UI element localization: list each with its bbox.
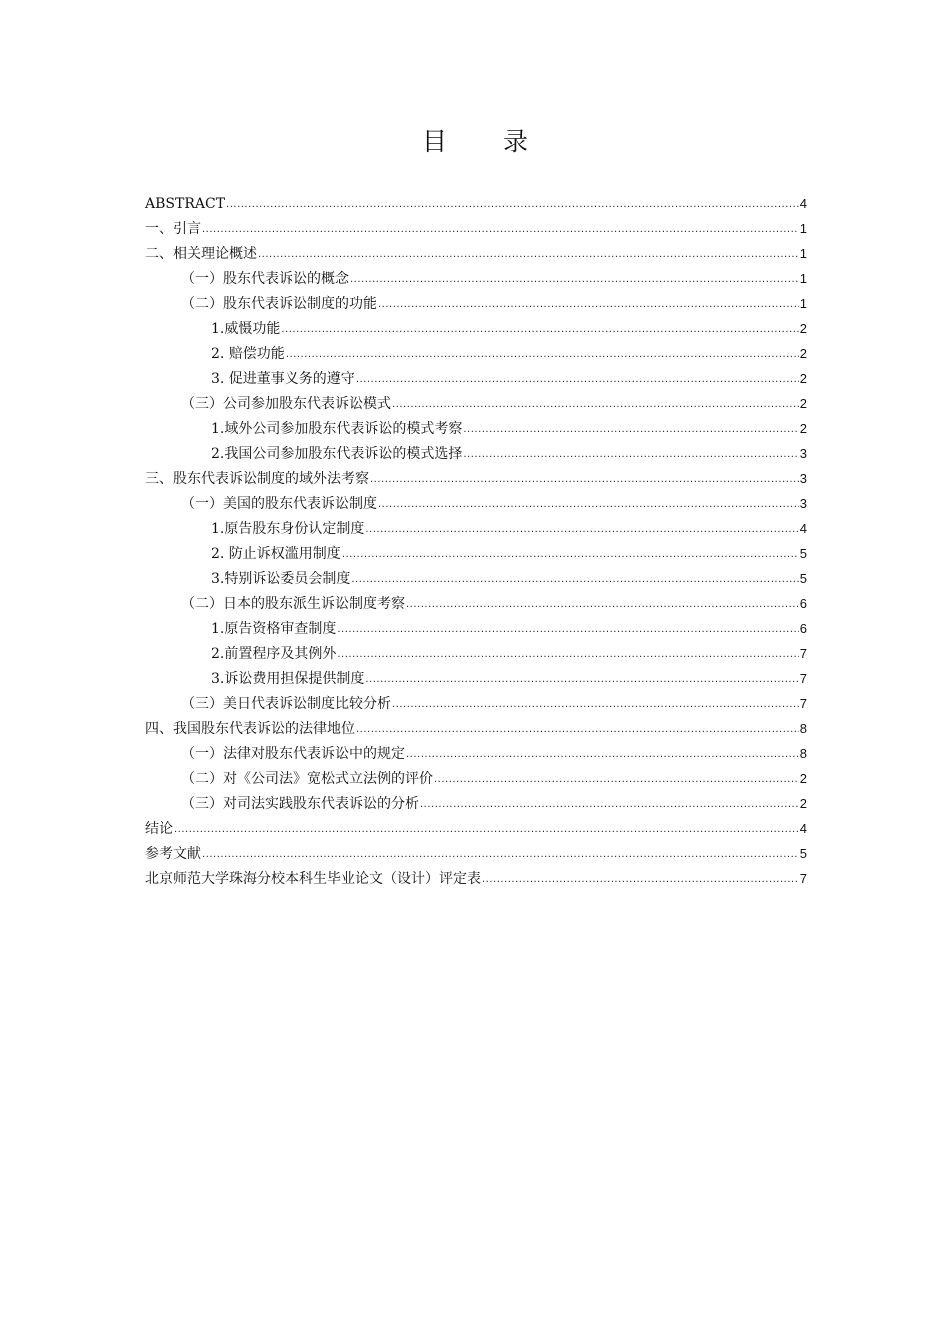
toc-entry[interactable] <box>145 866 807 891</box>
toc-entry-title: （三）公司参加股东代表诉讼模式 <box>181 396 391 412</box>
dot-leader <box>226 192 799 217</box>
toc-entry-title: （二）对《公司法》宽松式立法例的评价 <box>181 771 433 787</box>
toc-page-number: 5 <box>799 546 807 561</box>
toc-entry[interactable] <box>145 441 807 466</box>
dot-leader <box>351 567 798 592</box>
toc-entry-title: 北京师范大学珠海分校本科生毕业论文（设计）评定表 <box>145 871 481 887</box>
toc-entry-title: 2.我国公司参加股东代表诉讼的模式选择 <box>211 446 463 462</box>
toc-entry-title: 2. 赔偿功能 <box>211 346 285 362</box>
toc-page-number: 1 <box>799 271 807 286</box>
toc-entry[interactable] <box>145 391 807 416</box>
toc-entry-title: 1.原告股东身份认定制度 <box>211 521 365 537</box>
toc-entry[interactable] <box>145 741 807 766</box>
toc-page-number: 7 <box>799 696 807 711</box>
toc-page-number: 2 <box>799 346 807 361</box>
toc-page-number: 7 <box>799 671 807 686</box>
toc-entry-title: （一）美国的股东代表诉讼制度 <box>181 496 377 512</box>
toc-entry-title: （三）美日代表诉讼制度比较分析 <box>181 696 391 712</box>
dot-leader <box>202 842 799 867</box>
toc-entry-title: 结论 <box>145 821 173 837</box>
toc-entry-title: （二）日本的股东派生诉讼制度考察 <box>181 596 405 612</box>
dot-leader <box>365 667 798 692</box>
toc-entry-title: 四、我国股东代表诉讼的法律地位 <box>145 721 355 737</box>
dot-leader <box>370 467 799 492</box>
toc-page-number: 8 <box>799 746 807 761</box>
toc-entry-title: 1.原告资格审查制度 <box>211 621 337 637</box>
toc-entry[interactable] <box>145 366 807 391</box>
toc-entry-title: 2. 防止诉权滥用制度 <box>211 546 341 562</box>
toc-entry[interactable] <box>145 841 807 866</box>
dot-leader <box>356 367 799 392</box>
toc-entry[interactable] <box>145 791 807 816</box>
toc-entry[interactable] <box>145 466 807 491</box>
toc-page-number: 6 <box>799 621 807 636</box>
toc-page-number: 8 <box>799 721 807 736</box>
toc-page-number: 1 <box>799 221 807 236</box>
dot-leader <box>342 542 799 567</box>
toc-entry-title: 1.威慑功能 <box>211 321 281 337</box>
dot-leader <box>337 642 798 667</box>
dot-leader <box>420 792 799 817</box>
dot-leader <box>286 342 799 367</box>
dot-leader <box>392 692 799 717</box>
toc-entry-title: 三、股东代表诉讼制度的域外法考察 <box>145 471 369 487</box>
toc-entry[interactable] <box>145 191 807 216</box>
toc-entry-title: 2.前置程序及其例外 <box>211 646 337 662</box>
toc-entry[interactable] <box>145 591 807 616</box>
toc-entry[interactable] <box>145 766 807 791</box>
dot-leader <box>406 742 799 767</box>
toc-entry[interactable] <box>145 491 807 516</box>
table-of-contents <box>145 191 807 891</box>
toc-page-number: 2 <box>799 371 807 386</box>
toc-page-number: 6 <box>799 596 807 611</box>
toc-page-number: 3 <box>799 471 807 486</box>
dot-leader <box>406 592 799 617</box>
toc-entry-title: 3. 促进董事义务的遵守 <box>211 371 355 387</box>
toc-entry[interactable] <box>145 641 807 666</box>
toc-entry-title: 3.诉讼费用担保提供制度 <box>211 671 365 687</box>
toc-entry[interactable] <box>145 241 807 266</box>
dot-leader <box>378 292 799 317</box>
toc-page-number: 1 <box>799 246 807 261</box>
toc-entry-title: 一、引言 <box>145 221 201 237</box>
toc-page-number: 7 <box>799 871 807 886</box>
toc-page-number: 2 <box>799 396 807 411</box>
dot-leader <box>378 492 799 517</box>
dot-leader <box>365 517 798 542</box>
toc-entry-title: （二）股东代表诉讼制度的功能 <box>181 296 377 312</box>
toc-entry-title: （一）股东代表诉讼的概念 <box>181 271 349 287</box>
toc-entry-title: （三）对司法实践股东代表诉讼的分析 <box>181 796 419 812</box>
toc-entry[interactable] <box>145 566 807 591</box>
toc-entry[interactable] <box>145 691 807 716</box>
toc-page-number: 2 <box>799 796 807 811</box>
dot-leader <box>463 417 798 442</box>
toc-entry-title: 3.特别诉讼委员会制度 <box>211 571 351 587</box>
toc-page-number: 4 <box>799 521 807 536</box>
dot-leader <box>202 217 799 242</box>
toc-entry-title: ABSTRACT <box>145 196 226 212</box>
toc-entry[interactable] <box>145 416 807 441</box>
toc-page-number: 5 <box>799 846 807 861</box>
toc-entry[interactable] <box>145 316 807 341</box>
dot-leader <box>350 267 799 292</box>
dot-leader <box>434 767 799 792</box>
dot-leader <box>356 717 799 742</box>
toc-entry-title: 二、相关理论概述 <box>145 246 257 262</box>
dot-leader <box>337 617 798 642</box>
toc-page-number: 3 <box>799 446 807 461</box>
dot-leader <box>482 867 799 892</box>
toc-entry-title: 参考文献 <box>145 846 201 862</box>
toc-entry[interactable] <box>145 616 807 641</box>
toc-page-number: 2 <box>799 321 807 336</box>
toc-entry[interactable] <box>145 291 807 316</box>
toc-entry[interactable] <box>145 666 807 691</box>
toc-entry[interactable] <box>145 716 807 741</box>
toc-entry[interactable] <box>145 516 807 541</box>
toc-title: 目 录 <box>422 127 552 156</box>
toc-page-number: 7 <box>799 646 807 661</box>
dot-leader <box>392 392 799 417</box>
toc-entry[interactable] <box>145 541 807 566</box>
toc-entry-title: 1.域外公司参加股东代表诉讼的模式考察 <box>211 421 463 437</box>
toc-page-number: 4 <box>799 821 807 836</box>
dot-leader <box>258 242 799 267</box>
dot-leader <box>281 317 798 342</box>
toc-entry[interactable] <box>145 216 807 241</box>
toc-page-number: 4 <box>799 196 807 211</box>
toc-entry[interactable] <box>145 266 807 291</box>
toc-page-number: 2 <box>799 771 807 786</box>
toc-page-number: 3 <box>799 496 807 511</box>
toc-entry[interactable] <box>145 816 807 841</box>
dot-leader <box>463 442 798 467</box>
dot-leader <box>174 817 799 842</box>
toc-page-number: 5 <box>799 571 807 586</box>
toc-page-number: 1 <box>799 296 807 311</box>
toc-entry-title: （一）法律对股东代表诉讼中的规定 <box>181 746 405 762</box>
toc-entry[interactable] <box>145 341 807 366</box>
toc-page-number: 2 <box>799 421 807 436</box>
